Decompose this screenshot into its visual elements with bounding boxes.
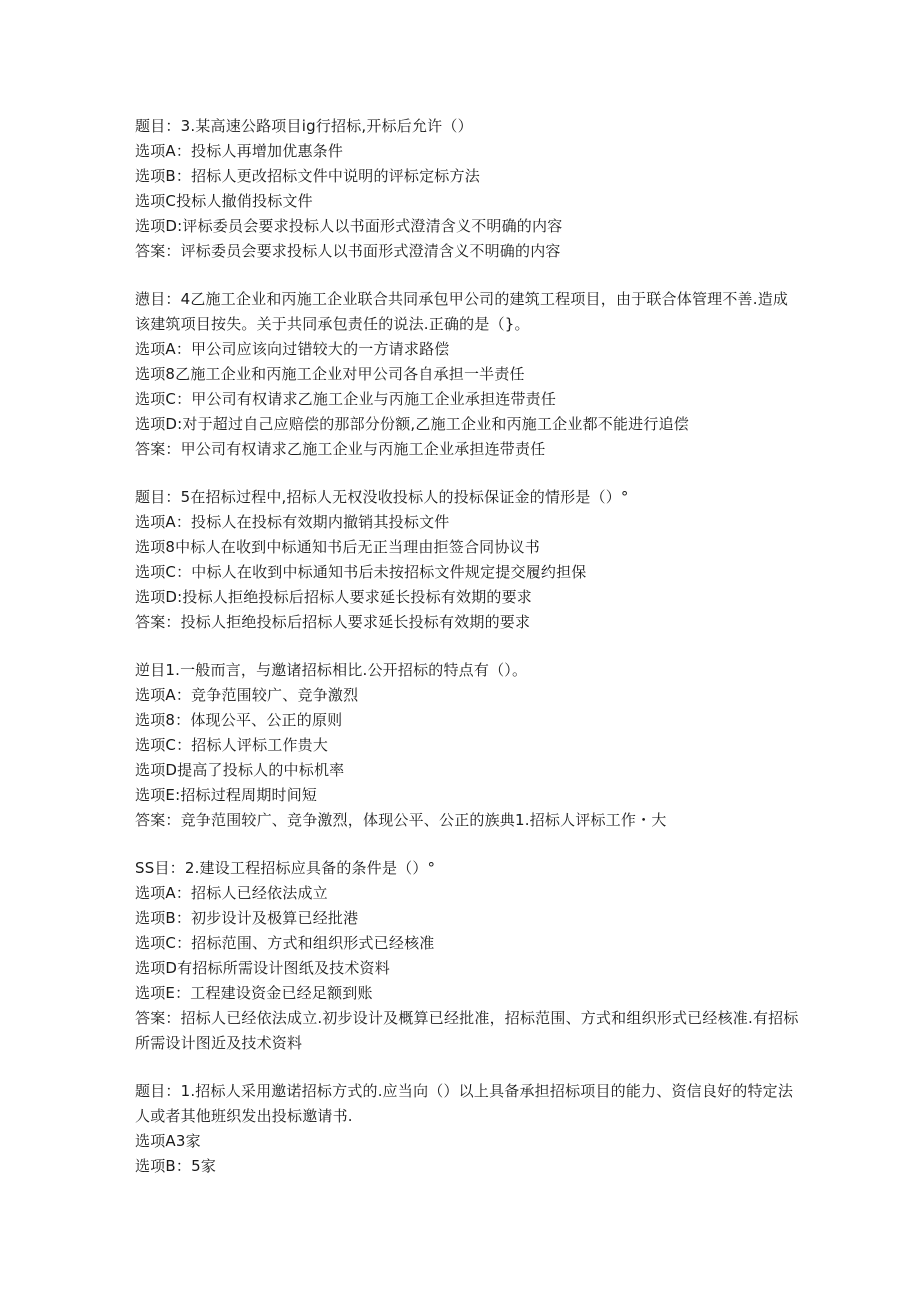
- answer-text: 答案：甲公司有权请求乙施工企业与丙施工企业承担连带责任: [135, 440, 546, 458]
- option-a: 选项A：竞争范围较广、竞争激烈: [135, 686, 359, 704]
- question-text: 题目：1.招标人采用邀诺招标方式的.应当向（）以上具备承担招标项目的能力、资信良好的特定法人或者其他班织发出投标邀请书.: [135, 1082, 794, 1125]
- question-block: [135, 114, 800, 264]
- question-text: 逆目1.一般而言，与邀诸招标相比.公开招标的特点有（）。: [135, 661, 528, 679]
- question-block: [135, 658, 800, 833]
- option-c: 选项C投标人撤俏投标文件: [135, 192, 313, 210]
- question-block: [135, 1079, 800, 1179]
- option-d: 选项D:投标人拒绝投标后招标人要求延长投标有效期的要求: [135, 588, 533, 606]
- question-text: 题目：3.某高速公路项目ig行招标,开标后允许（）: [135, 117, 473, 135]
- question-block: [135, 485, 800, 635]
- option-e: 选项E：工程建设资金已经足额到账: [135, 984, 373, 1002]
- question-text: SS目：2.建设工程招标应具备的条件是（）°: [135, 859, 436, 877]
- option-a: 选项A：甲公司应该向过错较大的一方请求路偿: [135, 340, 450, 358]
- option-b: 选项8乙施工企业和丙施工企业对甲公司各自承担一半责任: [135, 365, 525, 383]
- option-c: 选项C：招标人评标工作贵大: [135, 736, 329, 754]
- option-d: 选项D:评标委员会要求投标人以书面形式澄清含义不明确的内容: [135, 217, 563, 235]
- question-list: [135, 114, 800, 1202]
- option-a: 选项A3家: [135, 1132, 201, 1150]
- option-d: 选项D有招标所需设计图纸及技术资料: [135, 959, 390, 977]
- question-text: 题目：5在招标过程中,招标人无权没收投标人的投标保证金的情形是（）°: [135, 488, 629, 506]
- option-b: 选项B：5家: [135, 1157, 217, 1175]
- option-b: 选项B：初步设计及极算已经批港: [135, 909, 359, 927]
- answer-text: 答案：投标人拒绝投标后招标人要求延长投标有效期的要求: [135, 613, 531, 631]
- option-d: 选项D:对于超过自己应赔偿的那部分份额,乙施工企业和丙施工企业都不能进行追偿: [135, 415, 689, 433]
- option-a: 选项A：招标人已经依法成立: [135, 884, 328, 902]
- question-block: [135, 287, 800, 462]
- answer-text: 答案：竞争范围较广、竞争激烈，体现公平、公正的族典1.招标人评标工作・大: [135, 811, 667, 829]
- option-e: 选项E:招标过程周期时间短: [135, 786, 318, 804]
- option-c: 选项C：中标人在收到中标通知书后未按招标文件规定提交履约担保: [135, 563, 587, 581]
- option-c: 选项C：甲公司有权请求乙施工企业与丙施工企业承担连带责任: [135, 390, 557, 408]
- answer-text: 答案：评标委员会要求投标人以书面形式澄清含义不明确的内容: [135, 242, 561, 260]
- question-block: [135, 856, 800, 1056]
- option-b: 选项8中标人在收到中标通知书后无正当理由拒签合同协议书: [135, 538, 540, 556]
- answer-text: 答案：招标人已经依法成立.初步设计及概算已经批准，招标范围、方式和组织形式已经核准.有招标所需设计图近及技术资料: [135, 1009, 799, 1052]
- option-d: 选项D提高了投标人的中标机率: [135, 761, 345, 779]
- option-a: 选项A：投标人在投标有效期内撤销其投标文件: [135, 513, 450, 531]
- option-b: 选项8：体现公平、公正的原则: [135, 711, 343, 729]
- question-text: 懑目：4乙施工企业和丙施工企业联合共同承包甲公司的建筑工程项目，由于联合体管理不善.造成该建筑项目按失。关于共同承包责任的说法.正确的是（}。: [135, 290, 789, 333]
- option-b: 选项B：招标人更改招标文件中说明的评标定标方法: [135, 167, 480, 185]
- option-a: 选项A：投标人再增加优惠条件: [135, 142, 344, 160]
- option-c: 选项C：招标范围、方式和组织形式已经核准: [135, 934, 435, 952]
